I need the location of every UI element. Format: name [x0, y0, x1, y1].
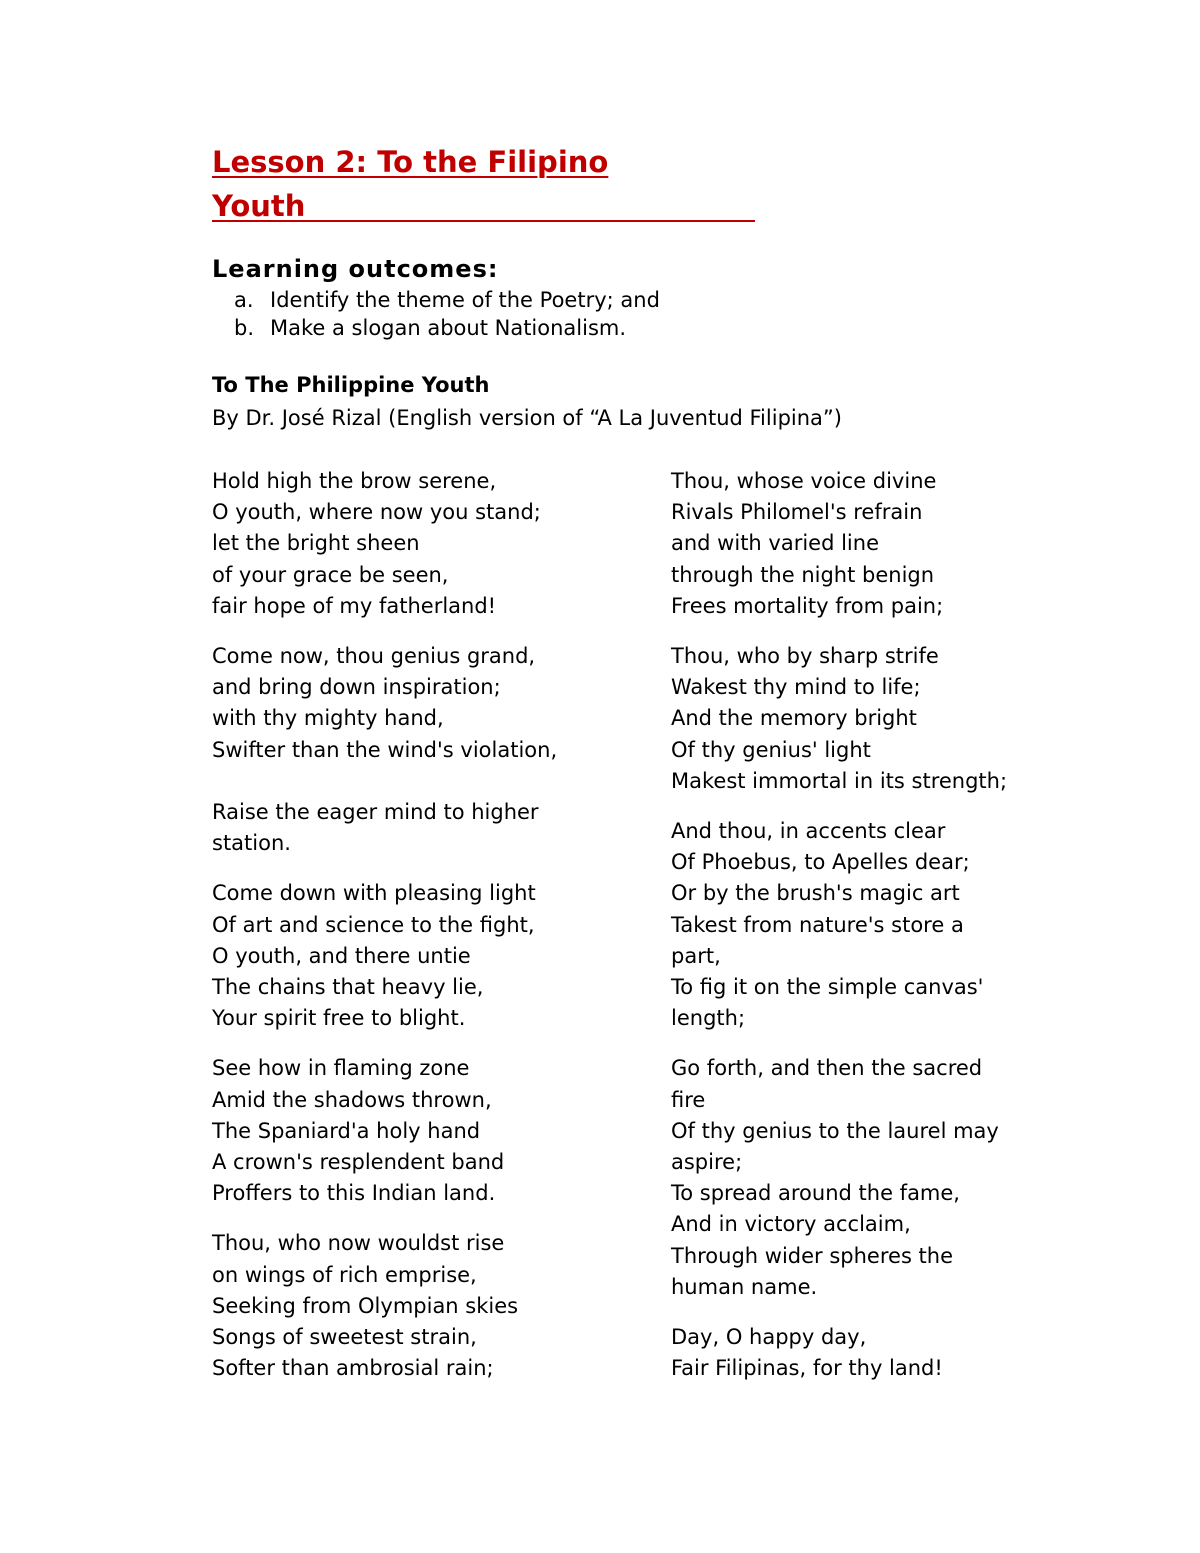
poem-stanza	[212, 878, 632, 1034]
poem-line: Wakest thy mind to life;	[671, 675, 921, 700]
list-item-text: Make a slogan about Nationalism.	[270, 316, 627, 340]
poem-stanza	[212, 1228, 632, 1384]
poem-line: fair hope of my fatherland!	[212, 593, 497, 618]
title-underline-rule	[305, 220, 755, 222]
poem-stanza	[212, 797, 632, 859]
poem-line: Makest immortal in its strength;	[671, 768, 1008, 793]
poem-byline: By Dr. José Rizal (English version of “A La Juventud Filipina”)	[212, 406, 842, 430]
learning-outcomes-list	[212, 286, 660, 342]
poem-stanza	[671, 641, 1071, 797]
poem-line: Of thy genius to the laurel may	[671, 1118, 999, 1143]
lesson-title-line-1: Lesson 2: To the Filipino	[212, 145, 609, 179]
poem-line: Takest from nature's store a	[671, 912, 964, 937]
poem-line: And thou, in accents clear	[671, 819, 946, 844]
poem-line: Day, O happy day,	[671, 1325, 867, 1350]
poem-line: To spread around the fame,	[671, 1181, 960, 1206]
poem-line: Songs of sweetest strain,	[212, 1325, 477, 1350]
learning-outcomes-heading: Learning outcomes:	[212, 255, 499, 283]
poem-line: See how in flaming zone	[212, 1056, 470, 1081]
poem-line: Fair Filipinas, for thy land!	[671, 1356, 943, 1381]
poem-line: through the night benign	[671, 562, 935, 587]
poem-stanza	[671, 1322, 1071, 1384]
poem-stanza	[671, 816, 1071, 1034]
blank-line	[212, 766, 632, 797]
poem-line: The chains that heavy lie,	[212, 975, 484, 1000]
poem-line: let the bright sheen	[212, 531, 420, 556]
poem-line: Thou, who now wouldst rise	[212, 1231, 505, 1256]
poem-line: Of thy genius' light	[671, 737, 871, 762]
poem-line: O youth, and there untie	[212, 943, 471, 968]
poem-line: human name.	[671, 1274, 818, 1299]
list-item	[212, 286, 660, 314]
poem-line: And in victory acclaim,	[671, 1212, 911, 1237]
poem-line: Swifter than the wind's violation,	[212, 737, 558, 762]
poem-line: Thou, whose voice divine	[671, 469, 937, 493]
poem-line: To fig it on the simple canvas'	[671, 975, 984, 1000]
poem-line: Thou, who by sharp strife	[671, 644, 939, 669]
poem-line: with thy mighty hand,	[212, 706, 444, 731]
poem-line: fire	[671, 1087, 706, 1112]
poem-line: Frees mortality from pain;	[671, 593, 944, 618]
poem-stanza	[671, 466, 1071, 622]
poem-line: and bring down inspiration;	[212, 675, 501, 700]
poem-line: part,	[671, 943, 721, 968]
poem-line: Go forth, and then the sacred	[671, 1056, 983, 1081]
poem-line: A crown's resplendent band	[212, 1150, 505, 1175]
poem-line: The Spaniard'a holy hand	[212, 1118, 481, 1143]
poem-line: Of Phoebus, to Apelles dear;	[671, 850, 970, 875]
poem-stanza	[212, 641, 632, 766]
poem-line: Come down with pleasing light	[212, 881, 536, 906]
poem-line: length;	[671, 1006, 746, 1031]
poem-line: Rivals Philomel's refrain	[671, 500, 923, 525]
poem-title: To The Philippine Youth	[212, 373, 490, 397]
poem-line: Your spirit free to blight.	[212, 1006, 466, 1031]
poem-stanza	[671, 1053, 1071, 1303]
poem-stanza	[212, 1053, 632, 1209]
poem-line: Seeking from Olympian skies	[212, 1293, 519, 1318]
poem-line: Proffers to this Indian land.	[212, 1181, 496, 1206]
poem-line: and with varied line	[671, 531, 880, 556]
list-item-text: Identify the theme of the Poetry; and	[270, 288, 660, 312]
poem-line: station.	[212, 831, 291, 856]
poem-line: of your grace be seen,	[212, 562, 449, 587]
lesson-title-line-2: Youth	[212, 189, 306, 223]
poem-line: Softer than ambrosial rain;	[212, 1356, 494, 1381]
poem-line: Through wider spheres the	[671, 1243, 954, 1268]
poem-line: Hold high the brow serene,	[212, 469, 497, 493]
poem-stanza	[212, 466, 632, 622]
list-item	[212, 314, 660, 342]
poem-line: Raise the eager mind to higher	[212, 800, 539, 825]
poem-column-right	[671, 466, 1071, 1403]
poem-line: And the memory bright	[671, 706, 917, 731]
lesson-title	[212, 140, 772, 228]
list-marker: b.	[234, 316, 255, 340]
poem-line: O youth, where now you stand;	[212, 500, 541, 525]
poem-line: aspire;	[671, 1150, 743, 1175]
poem-line: Of art and science to the fight,	[212, 912, 535, 937]
list-marker: a.	[234, 288, 254, 312]
poem-line: Amid the shadows thrown,	[212, 1087, 492, 1112]
poem-line: on wings of rich emprise,	[212, 1262, 477, 1287]
poem-line: Come now, thou genius grand,	[212, 644, 536, 669]
poem-column-left	[212, 466, 632, 1403]
poem-line: Or by the brush's magic art	[671, 881, 960, 906]
